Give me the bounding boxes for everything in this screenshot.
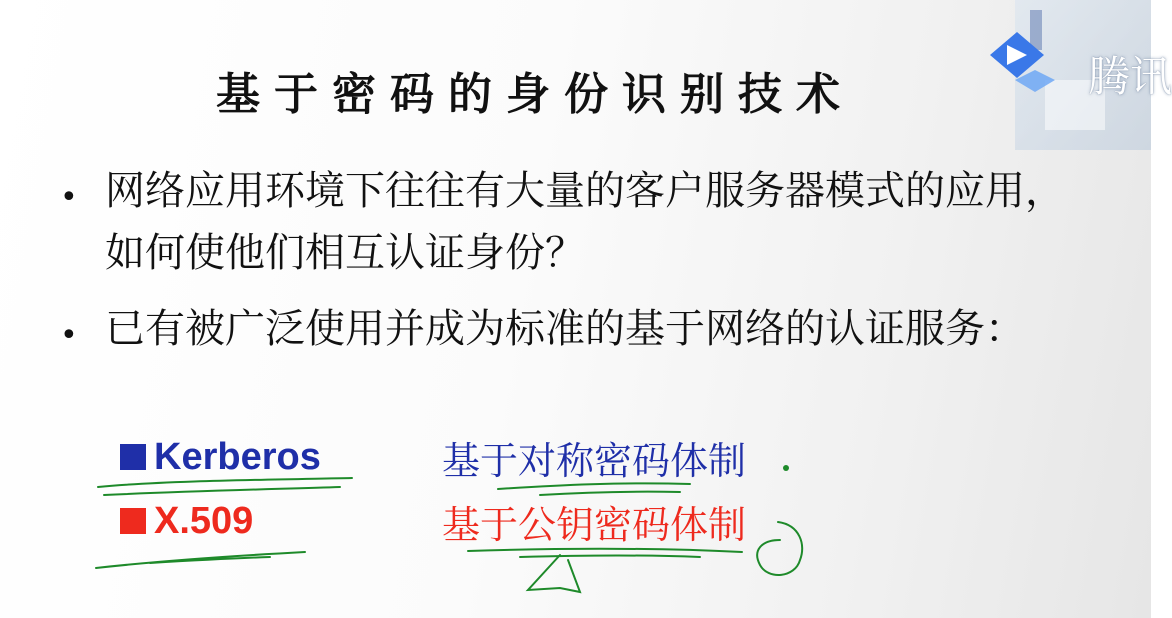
- dot-mark: [783, 465, 789, 471]
- logo-text: 腾讯: [1088, 52, 1172, 101]
- subitem-kerberos: [120, 432, 746, 482]
- subitem-name: Kerberos: [154, 435, 321, 478]
- slide-title: 基于密码的身份识别技术: [216, 69, 854, 120]
- bullet-text-1: 网络应用环境下往往有大量的客户服务器模式的应用，如何使他们相互认证身份？: [105, 168, 1065, 276]
- subitem-name: X.509: [154, 499, 254, 542]
- square-bullet-icon: [120, 444, 146, 470]
- square-bullet-icon: [120, 508, 146, 534]
- underline-public-key: [468, 549, 742, 557]
- subitem-description: 基于公钥密码体制: [442, 502, 747, 547]
- circle-scribble: [757, 522, 802, 575]
- bullet-dot-2: •: [60, 318, 78, 353]
- arrow-scribble: [528, 555, 580, 592]
- subitem-x509: [120, 496, 746, 546]
- bullet-dot-1: •: [60, 180, 78, 215]
- bullet-text-2: 已有被广泛使用并成为标准的基于网络的认证服务：: [105, 306, 1025, 352]
- underline-x509: [96, 552, 305, 568]
- subitem-description: 基于对称密码体制: [442, 438, 747, 483]
